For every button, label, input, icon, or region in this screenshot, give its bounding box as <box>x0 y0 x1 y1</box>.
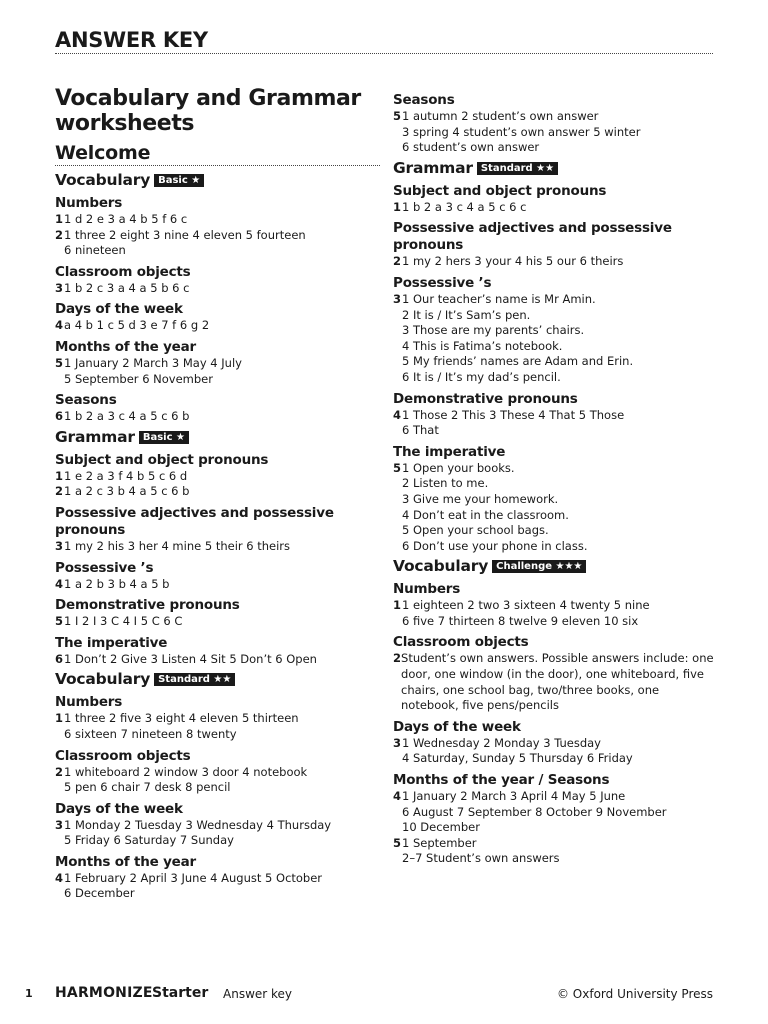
answer-subsection <box>55 635 380 668</box>
answer-line <box>55 818 380 834</box>
subsection-title: Months of the year <box>55 853 197 870</box>
group-title-text: Vocabulary <box>55 670 151 689</box>
answer-text: 1 autumn 2 student’s own answer <box>402 109 599 123</box>
answer-subsection <box>55 854 380 902</box>
answer-line <box>393 254 718 270</box>
right-column <box>393 87 718 867</box>
exercise <box>55 818 380 849</box>
group-title-text: Grammar <box>55 427 135 446</box>
answer-line <box>55 871 380 887</box>
answer-line <box>393 200 718 216</box>
exercise-number: 3 <box>55 538 64 553</box>
answer-subsection <box>393 581 718 629</box>
answer-line <box>55 318 380 334</box>
answer-line <box>55 281 380 297</box>
answer-text: 1 a 2 c 3 b 4 a 5 c 6 b <box>64 484 190 499</box>
exercise-number: 3 <box>393 291 402 306</box>
group-title-text: Grammar <box>393 158 473 177</box>
answer-line <box>55 886 380 902</box>
answer-text: 1 b 2 c 3 a 4 a 5 b 6 c <box>64 280 190 295</box>
answer-text: 3 Those are my parents’ chairs. <box>402 323 585 338</box>
answer-line <box>393 292 718 308</box>
answer-text: 6 nineteen <box>64 243 126 258</box>
answer-line <box>393 323 718 339</box>
group-title <box>393 158 718 178</box>
answer-group <box>393 92 718 156</box>
answer-line <box>55 409 380 425</box>
level-badge: Challenge ★★★ <box>492 560 586 573</box>
level-badge: Standard ★★ <box>154 673 235 686</box>
course-level: Starter <box>152 985 209 1001</box>
level-badge: Standard ★★ <box>477 162 558 175</box>
answer-subsection <box>55 301 380 334</box>
exercise <box>55 577 380 593</box>
group-title <box>393 556 718 576</box>
answer-text: 1 eighteen 2 two 3 sixteen 4 twenty 5 nine <box>402 598 650 613</box>
answer-line <box>393 109 718 125</box>
answer-group <box>55 669 380 902</box>
answer-text: 5 September 6 November <box>64 371 213 386</box>
answer-line <box>393 125 718 141</box>
answer-line <box>55 711 380 727</box>
subsection-title: Possessive ’s <box>393 274 492 291</box>
answer-line <box>393 308 718 324</box>
subsection-title: Subject and object pronouns <box>393 182 607 199</box>
exercise-number: 1 <box>393 199 402 214</box>
page-header <box>55 28 713 54</box>
group-title <box>55 669 380 689</box>
answer-line <box>393 461 718 477</box>
answer-text: 6 That <box>402 423 439 438</box>
answer-subsection <box>393 719 718 767</box>
exercise <box>393 200 718 216</box>
subsection-title: Days of the week <box>393 718 521 735</box>
exercise <box>55 228 380 259</box>
answer-text: 4 This is Fatima’s notebook. <box>402 338 563 353</box>
answer-line <box>55 469 380 485</box>
exercise <box>55 711 380 742</box>
document-type: Answer key <box>223 987 293 1001</box>
answer-text: 1 Open your books. <box>402 460 515 475</box>
answer-text: 1 my 2 hers 3 your 4 his 5 our 6 theirs <box>402 254 624 269</box>
subsection-title: Subject and object pronouns <box>55 451 269 468</box>
subsection-title: The imperative <box>55 634 168 651</box>
subsection-title: The imperative <box>393 443 506 460</box>
answer-line <box>393 370 718 386</box>
answer-line <box>393 492 718 508</box>
answer-line <box>55 765 380 781</box>
answer-text: 1 September <box>402 835 477 850</box>
answer-line <box>55 484 380 500</box>
exercise-number: 2 <box>55 227 64 242</box>
answer-text: 3 spring 4 student’s own answer 5 winter <box>402 124 641 139</box>
answer-line <box>393 339 718 355</box>
subsection-title: Possessive adjectives and possessive pronouns <box>55 504 334 538</box>
left-answer-groups <box>55 170 380 902</box>
exercise-number: 4 <box>55 576 64 591</box>
answer-subsection <box>55 339 380 387</box>
answer-subsection <box>393 183 718 216</box>
answer-subsection <box>393 444 718 555</box>
subsection-title: Months of the year / Seasons <box>393 772 610 789</box>
answer-text: 1 a 2 b 3 b 4 a 5 b <box>64 576 170 591</box>
exercise-number: 2 <box>393 254 402 269</box>
exercise-number: 1 <box>55 212 64 226</box>
page-header-title: ANSWER KEY <box>55 28 208 52</box>
exercise <box>55 281 380 297</box>
exercise <box>55 318 380 334</box>
answer-subsection <box>393 220 718 270</box>
answer-line <box>55 539 380 555</box>
exercise <box>55 765 380 796</box>
group-title <box>55 427 380 447</box>
exercise-number: 5 <box>393 835 402 850</box>
answer-text: 2–7 Student’s own answers <box>402 851 560 866</box>
exercise <box>55 484 380 500</box>
answer-text: 1 January 2 March 3 May 4 July <box>64 355 242 370</box>
answer-text: 6 sixteen 7 nineteen 8 twenty <box>64 726 237 741</box>
answer-line <box>393 408 718 424</box>
exercise-number: 2 <box>55 484 64 499</box>
answer-subsection <box>55 597 380 630</box>
answer-subsection <box>55 560 380 593</box>
answer-text: 6 December <box>64 886 135 901</box>
answer-line <box>393 476 718 492</box>
answer-line <box>393 820 718 836</box>
brand-name: HARMONIZE <box>55 985 153 1001</box>
answer-subsection <box>393 391 718 439</box>
subsection-title: Seasons <box>393 92 455 108</box>
answer-text: 5 Open your school bags. <box>402 523 549 538</box>
group-title <box>55 170 380 190</box>
answer-subsection <box>55 505 380 555</box>
answer-subsection <box>55 392 380 425</box>
answer-text: 5 pen 6 chair 7 desk 8 pencil <box>64 780 231 795</box>
answer-line <box>55 228 380 244</box>
exercise <box>393 254 718 270</box>
answer-text: 6 Don’t use your phone in class. <box>402 538 588 553</box>
answer-subsection <box>55 801 380 849</box>
exercise-number: 3 <box>55 817 64 832</box>
answer-group <box>393 556 718 867</box>
exercise-number: 2 <box>393 651 402 666</box>
answer-text: 1 three 2 five 3 eight 4 eleven 5 thirteen <box>64 711 299 726</box>
subsection-title: Numbers <box>55 694 123 711</box>
answer-group <box>55 427 380 668</box>
subsection-title: Days of the week <box>55 301 183 318</box>
exercise-number: 5 <box>55 614 64 629</box>
exercise-number: 3 <box>55 280 64 295</box>
answer-text: 1 Wednesday 2 Monday 3 Tuesday <box>402 735 601 750</box>
answer-text: Student’s own answers. Possible answers include: one door, one window (in the door), one whiteboard, five chairs, one school bag, two/three books, one notebook, five pens/pencils <box>401 651 714 713</box>
exercise <box>55 614 380 630</box>
exercise-number: 4 <box>55 318 64 333</box>
answer-line <box>55 614 380 630</box>
answer-subsection <box>55 694 380 742</box>
exercise-number: 1 <box>393 598 402 613</box>
exercise-number: 6 <box>55 409 64 424</box>
exercise <box>393 651 718 713</box>
exercise <box>393 292 718 386</box>
answer-line <box>393 614 718 630</box>
subsection-title: Seasons <box>55 392 117 409</box>
answer-subsection <box>55 195 380 259</box>
answer-text: 1 whiteboard 2 window 3 door 4 notebook <box>64 764 308 779</box>
exercise <box>55 356 380 387</box>
answer-text: 1 Our teacher’s name is Mr Amin. <box>402 291 596 306</box>
answer-line <box>55 243 380 259</box>
exercise-number: 1 <box>55 711 64 726</box>
exercise <box>393 109 718 156</box>
answer-line <box>55 356 380 372</box>
answer-line <box>393 851 718 867</box>
answer-text: 1 b 2 a 3 c 4 a 5 c 6 c <box>402 199 527 214</box>
exercise-number: 4 <box>393 789 402 804</box>
answer-line <box>393 523 718 539</box>
right-answer-groups <box>393 92 718 867</box>
subsection-title: Days of the week <box>55 800 183 817</box>
answer-text: 1 I 2 I 3 C 4 I 5 C 6 C <box>64 614 183 629</box>
subsection-title: Possessive adjectives and possessive pronouns <box>393 220 672 254</box>
answer-line <box>55 372 380 388</box>
answer-line <box>393 789 718 805</box>
exercise <box>393 461 718 555</box>
exercise <box>393 598 718 629</box>
answer-text: 1 January 2 March 3 April 4 May 5 June <box>402 789 626 804</box>
exercise <box>55 409 380 425</box>
answer-subsection <box>55 452 380 500</box>
answer-line <box>393 805 718 821</box>
answer-text: 2 It is / It’s Sam’s pen. <box>402 307 531 322</box>
answer-line <box>55 727 380 743</box>
subsection-title: Demonstrative pronouns <box>55 597 240 614</box>
exercise-number: 5 <box>55 355 64 370</box>
answer-subsection <box>393 92 718 156</box>
subsection-title: Numbers <box>55 195 123 211</box>
answer-text: 6 August 7 September 8 October 9 November <box>402 804 667 819</box>
page-footer <box>25 985 713 1005</box>
answer-text: 1 b 2 a 3 c 4 a 5 c 6 b <box>64 409 190 424</box>
answer-subsection <box>393 772 718 867</box>
answer-text: 1 three 2 eight 3 nine 4 eleven 5 fourteen <box>64 227 306 242</box>
unit-title: Welcome <box>55 142 380 166</box>
exercise-number: 4 <box>393 407 402 422</box>
answer-text: 5 Friday 6 Saturday 7 Sunday <box>64 833 234 848</box>
answer-line <box>393 836 718 852</box>
answer-line <box>55 652 380 668</box>
answer-group <box>393 158 718 555</box>
subsection-title: Demonstrative pronouns <box>393 390 578 407</box>
page-number: 1 <box>25 987 33 1000</box>
answer-text: 4 Don’t eat in the classroom. <box>402 507 569 522</box>
level-badge: Basic ★ <box>139 431 189 444</box>
exercise-number: 5 <box>393 109 402 123</box>
exercise-number: 4 <box>55 870 64 885</box>
exercise <box>393 736 718 767</box>
exercise <box>55 539 380 555</box>
section-title <box>55 86 380 136</box>
exercise-number: 5 <box>393 460 402 475</box>
answer-text: 5 My friends’ names are Adam and Erin. <box>402 354 634 369</box>
answer-subsection <box>393 275 718 386</box>
exercise-number: 3 <box>393 735 402 750</box>
level-badge: Basic ★ <box>154 174 204 187</box>
exercise <box>393 789 718 836</box>
exercise <box>393 408 718 439</box>
answer-line <box>393 423 718 439</box>
subsection-title: Numbers <box>393 581 461 598</box>
subsection-title: Classroom objects <box>393 634 529 651</box>
group-title-text: Vocabulary <box>55 171 151 189</box>
answer-line <box>55 833 380 849</box>
exercise-number: 1 <box>55 468 64 483</box>
exercise-number: 2 <box>55 764 64 779</box>
exercise <box>55 469 380 485</box>
answer-text: 6 student’s own answer <box>402 140 540 155</box>
answer-text: a 4 b 1 c 5 d 3 e 7 f 6 g 2 <box>64 318 210 333</box>
answer-text: 1 Don’t 2 Give 3 Listen 4 Sit 5 Don’t 6 Open <box>64 651 317 666</box>
answer-line <box>55 212 380 228</box>
answer-text: 1 e 2 a 3 f 4 b 5 c 6 d <box>64 468 188 483</box>
answer-group <box>55 170 380 425</box>
answer-text: 1 Those 2 This 3 These 4 That 5 Those <box>402 407 625 422</box>
answer-subsection <box>393 634 718 713</box>
answer-line <box>55 577 380 593</box>
answer-text: 4 Saturday, Sunday 5 Thursday 6 Friday <box>402 751 633 766</box>
subsection-title: Classroom objects <box>55 747 191 764</box>
exercise <box>55 871 380 902</box>
answer-text: 6 five 7 thirteen 8 twelve 9 eleven 10 six <box>402 613 639 628</box>
answer-text: 10 December <box>402 820 480 835</box>
exercise <box>55 212 380 228</box>
answer-text: 6 It is / It’s my dad’s pencil. <box>402 369 561 384</box>
subsection-title: Months of the year <box>55 338 197 355</box>
section-title-line-1: Vocabulary and Grammar <box>55 86 361 111</box>
answer-text: 1 February 2 April 3 June 4 August 5 October <box>64 870 323 885</box>
answer-subsection <box>55 264 380 297</box>
answer-line <box>393 140 718 156</box>
answer-line <box>393 736 718 752</box>
answer-line <box>393 354 718 370</box>
group-title-text: Vocabulary <box>393 557 489 576</box>
answer-line <box>393 598 718 614</box>
subsection-title: Classroom objects <box>55 263 191 280</box>
answer-subsection <box>55 748 380 796</box>
answer-text: 1 d 2 e 3 a 4 b 5 f 6 c <box>64 212 188 226</box>
answer-line <box>393 539 718 555</box>
answer-text: 1 Monday 2 Tuesday 3 Wednesday 4 Thursday <box>64 817 332 832</box>
section-title-line-2: worksheets <box>55 111 195 136</box>
exercise <box>393 836 718 867</box>
exercise <box>55 652 380 668</box>
answer-text: 3 Give me your homework. <box>402 491 559 506</box>
answer-line <box>393 651 718 713</box>
left-column <box>55 86 380 902</box>
subsection-title: Possessive ’s <box>55 559 154 576</box>
copyright: © Oxford University Press <box>556 987 713 1001</box>
exercise-number: 6 <box>55 651 64 666</box>
answer-line <box>55 780 380 796</box>
answer-text: 1 my 2 his 3 her 4 mine 5 their 6 theirs <box>64 538 291 553</box>
answer-text: 2 Listen to me. <box>402 476 489 491</box>
answer-line <box>393 751 718 767</box>
answer-line <box>393 508 718 524</box>
